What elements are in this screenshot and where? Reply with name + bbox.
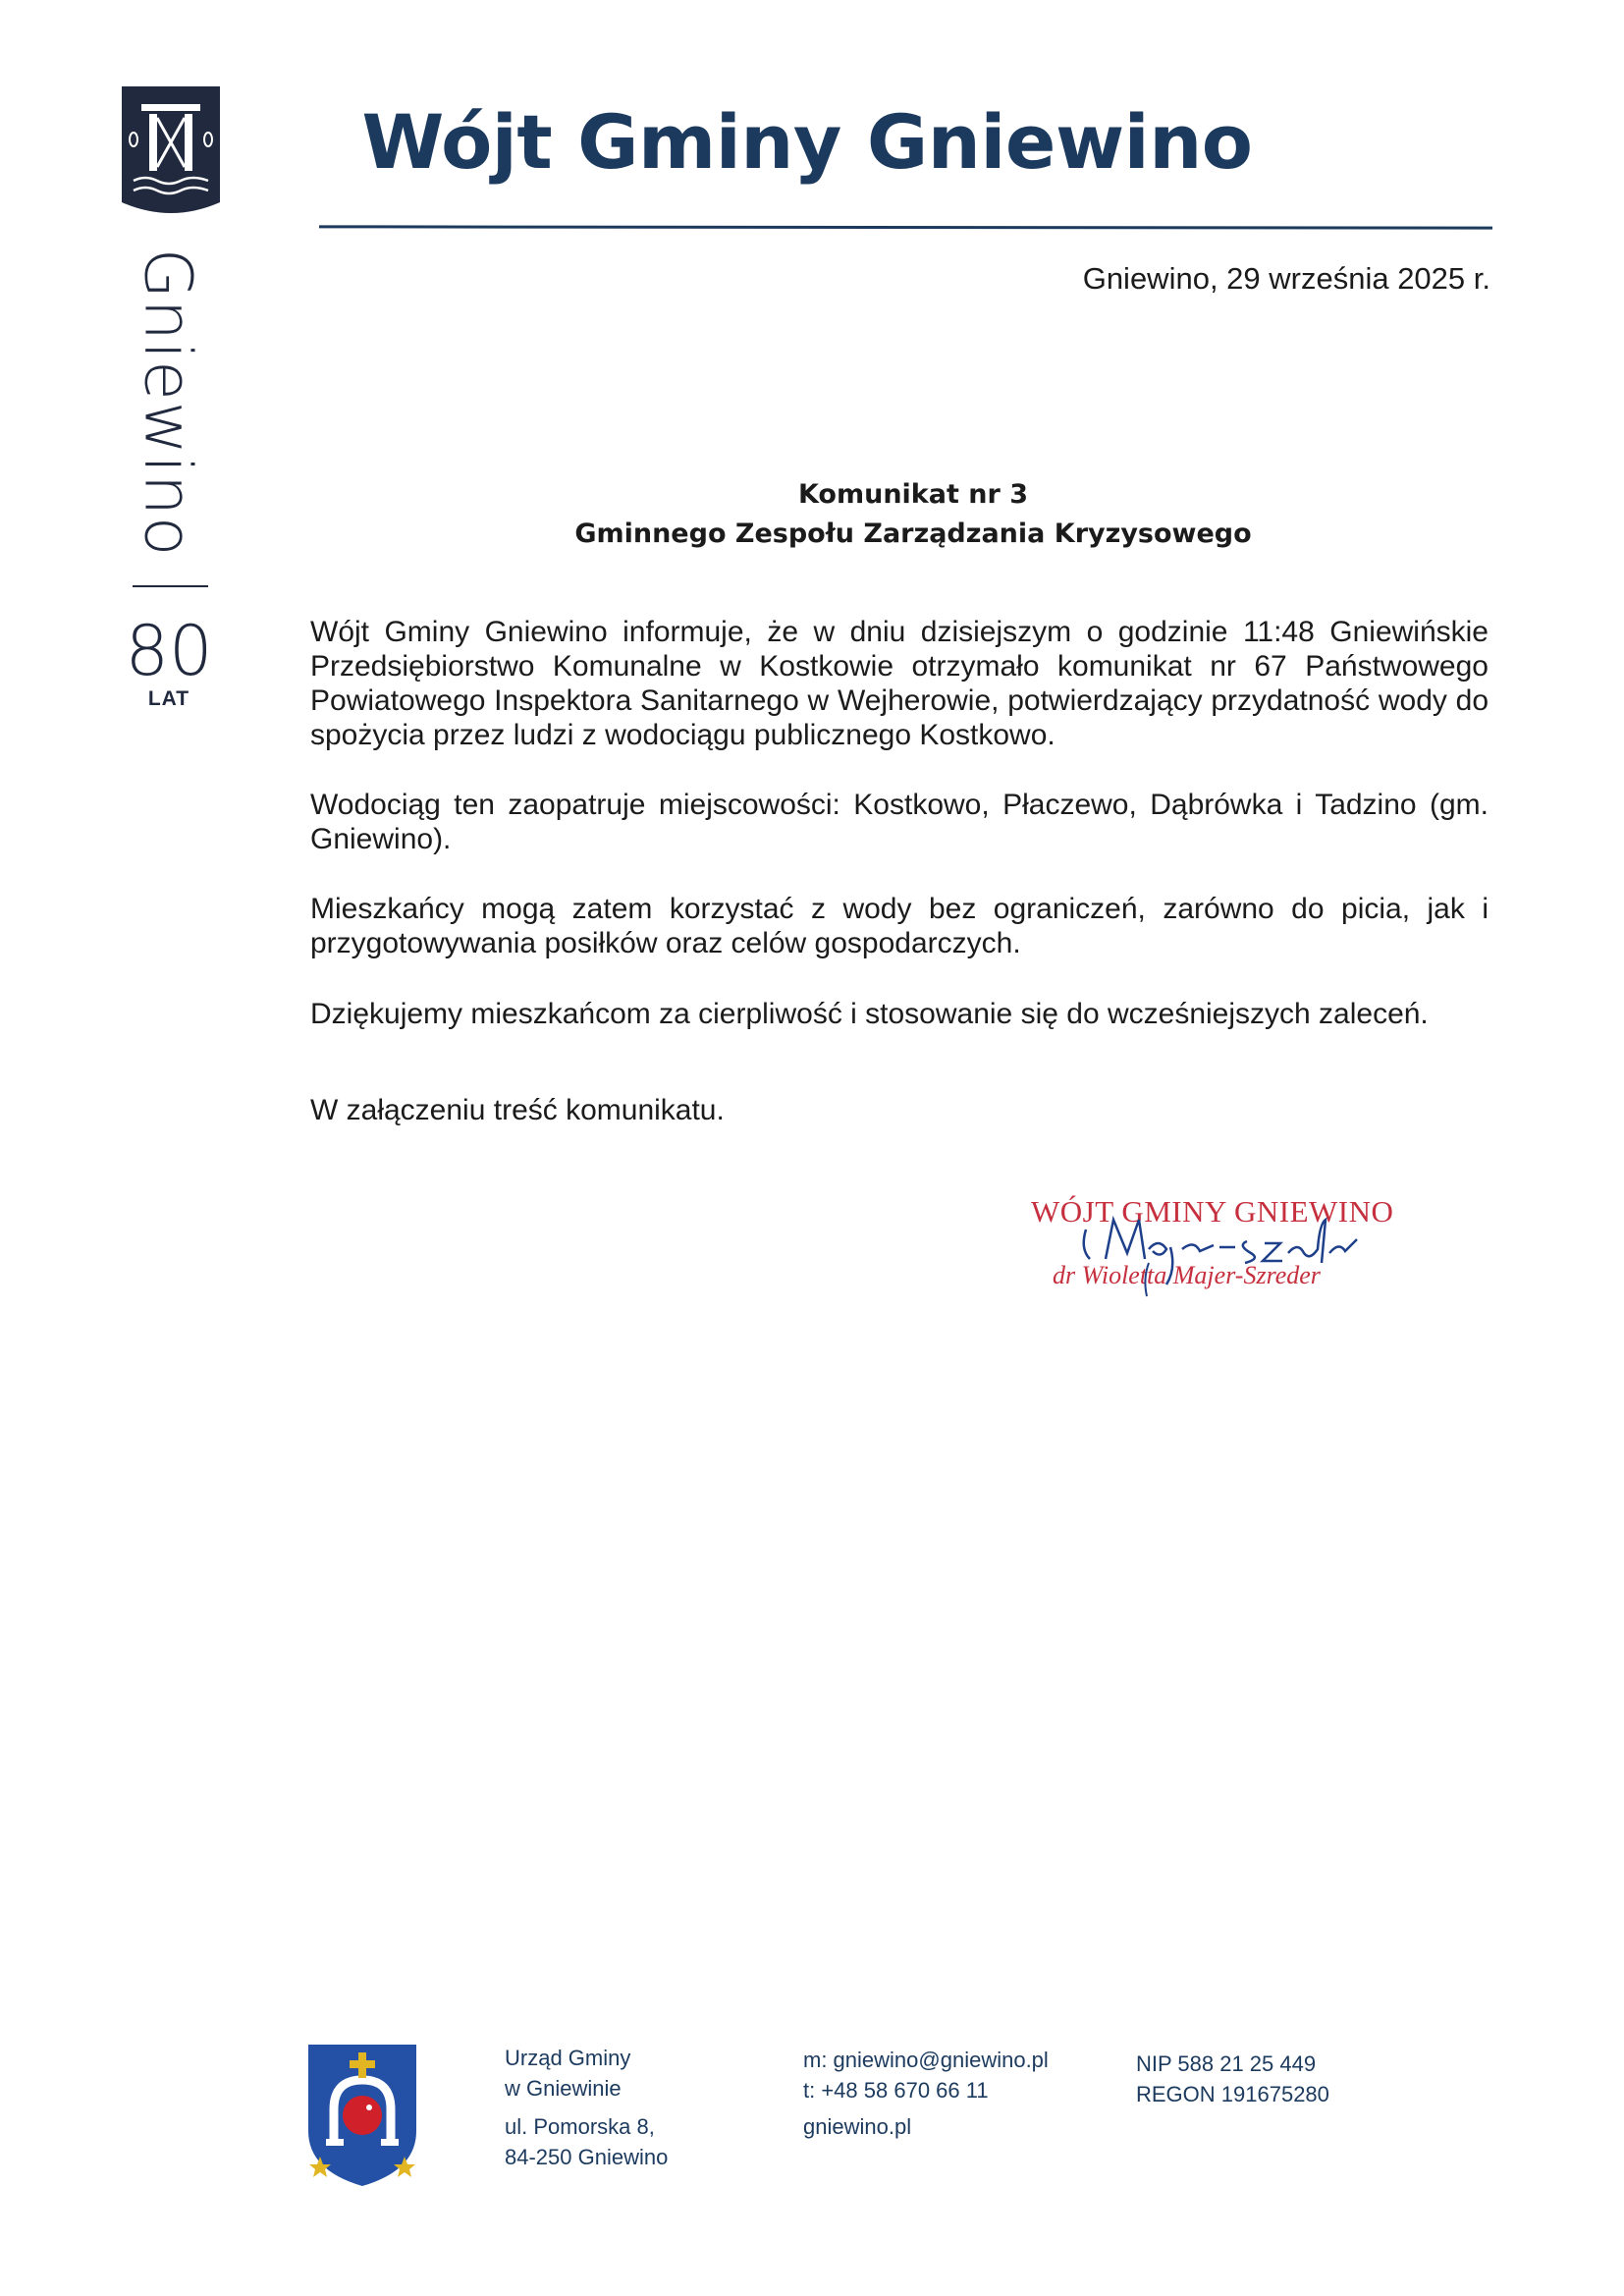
stamp-office: WÓJT GMINY GNIEWINO: [1031, 1194, 1394, 1229]
footer-phone: t: +48 58 670 66 11: [803, 2078, 989, 2103]
coat-of-arms-icon: [304, 2041, 420, 2188]
footer-office-line1: Urząd Gminy: [505, 2046, 631, 2070]
anniversary-label: LAT: [147, 687, 190, 710]
brand-divider: [133, 585, 208, 587]
footer-nip: NIP 588 21 25 449: [1136, 2051, 1317, 2076]
brand-name-vertical: [126, 247, 210, 558]
footer-email: m: gniewino@gniewino.pl: [803, 2048, 1049, 2072]
body-paragraph: Mieszkańcy mogą zatem korzystać z wody bez ograniczeń, zarówno do picia, jak i przygotowywania posiłków oraz celów gospodarczych.: [310, 893, 1489, 959]
footer-registry: [1136, 2049, 1329, 2109]
gniewino-logo-icon: [120, 84, 222, 224]
body-paragraph: Dziękujemy mieszkańcom za cierpliwość i stosowanie się do wcześniejszych zaleceń.: [310, 998, 1429, 1030]
footer-website: gniewino.pl: [803, 2114, 912, 2139]
footer-contact: [803, 2045, 1049, 2142]
footer-address-line2: 84-250 Gniewino: [505, 2145, 669, 2169]
body-paragraph: Wodociąg ten zaopatruje miejscowości: Kostkowo, Płaczewo, Dąbrówka i Tadzino (gm. Gniewino).: [310, 789, 1489, 855]
document-body: [310, 615, 1489, 1127]
footer-regon: REGON 191675280: [1136, 2082, 1329, 2106]
body-paragraph: W załączeniu treść komunikatu.: [310, 1094, 725, 1126]
document-title-line1: Komunikat nr 3: [797, 479, 1029, 510]
letterhead-title: Wójt Gminy Gniewino: [361, 98, 1253, 186]
anniversary-number: 80: [125, 611, 213, 691]
official-stamp: [1021, 1178, 1414, 1316]
letterhead-rule: [319, 225, 1492, 229]
footer-office: [505, 2043, 668, 2172]
footer-address-line1: ul. Pomorska 8,: [505, 2114, 655, 2139]
document-title-line2: Gminnego Zespołu Zarządzania Kryzysowego: [574, 519, 1252, 549]
document-title: [422, 475, 1404, 554]
stamp-name: dr Wioletta Majer-Szreder: [1053, 1261, 1321, 1289]
document-date: Gniewino, 29 września 2025 r.: [1082, 261, 1490, 296]
footer-office-line2: w Gniewinie: [505, 2076, 622, 2101]
body-paragraph: Wójt Gminy Gniewino informuje, że w dniu dzisiejszym o godzinie 11:48 Gniewińskie Przedsiębiorstwo Komunalne w Kostkowie otrzymało komunikat nr 67 Państwowego Powiatowego Inspektora Sanitarnego w Wejherowie, potwierdzający przydatność wody do spożycia przez ludzi z wodociągu publicznego Kostkowo.: [310, 616, 1489, 751]
brand-name-text: Gniewino: [130, 247, 206, 558]
handwritten-signature: [1051, 1190, 1365, 1298]
